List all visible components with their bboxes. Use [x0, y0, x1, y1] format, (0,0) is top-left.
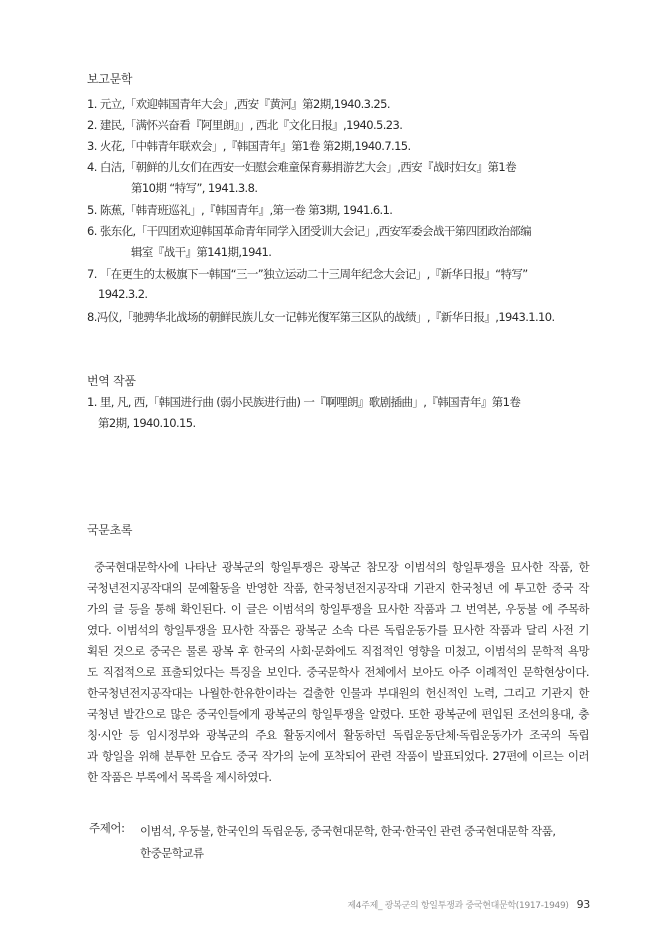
- reference-item-4: 4. 白洁,「朝鲜的儿女们在西安一妇慰会难童保育募捐游艺大会」,西安『战时妇女』第1卷: [87, 160, 516, 174]
- keywords-label: 주제어:: [89, 821, 125, 835]
- abstract-line: 칭·시안 등 임시정부와 광복군의 주요 활동지에서 활동하던 독립운동단체·독립운동가가 조국의 독립: [87, 728, 589, 742]
- abstract-line: 중국현대문학사에 나타난 광복군의 항일투쟁은 광복군 참모장 이범석의 항일투쟁을 묘사한 작품, 한: [94, 560, 589, 574]
- abstract-line: 가의 글 등을 통해 확인된다. 이 글은 이범석의 항일투쟁을 묘사한 작품과 그 번역본, 우둥불 에 주목하: [87, 602, 589, 616]
- reference-item-5: 5. 陈蕉,「韩青班巡礼」,『韩国青年』,第一卷 第3期, 1941.6.1.: [87, 203, 393, 217]
- abstract-body: [87, 557, 589, 788]
- abstract-line: 한국청년전지공작대는 나월한·한유한이라는 걸출한 인물과 부대원의 헌신적인 노력, 그리고 기관지 한: [87, 686, 589, 700]
- page-footer: [300, 898, 590, 911]
- abstract-line: 였다. 이범석의 항일투쟁을 묘사한 작품은 광복군 소속 다른 독립운동가를 묘사한 작품과 달리 사전 기: [87, 623, 589, 637]
- abstract-line: 국청년전지공작대의 문예활동을 반영한 작품, 한국청년전지공작대 기관지 한국청년 에 투고한 중국 작: [87, 581, 589, 595]
- abstract-line: 국청년 발간으로 많은 중국인들에게 광복군의 항일투쟁을 알렸다. 또한 광복군에 편입된 조선의용대, 충: [87, 707, 589, 721]
- keywords-line-2: 한중문학교류: [140, 846, 204, 860]
- abstract-line: 도 직접적으로 표출되었다는 특징을 보인다. 중국문학사 전체에서 보아도 아주 이례적인 문학현상이다.: [87, 665, 589, 679]
- reference-item-6: 6. 张东化,「干四团欢迎韩国革命青年同学入团受训大会记」,西安军委会战干第四团政治部编: [87, 224, 532, 238]
- translations-heading: 번역 작품: [87, 374, 136, 388]
- reference-item-7: 7. 「在更生的太极旗下一韩国“三一”独立运动二十三周年纪念大会记」,『新华日报』“特写”: [87, 267, 528, 281]
- abstract-line: 한 작품은 부록에서 목록을 제시하였다.: [87, 770, 272, 784]
- reference-item-6-cont: 辑室『战干』第141期,1941.: [131, 245, 272, 259]
- keywords-text: [140, 820, 590, 864]
- reference-item-4-cont: 第10期 “特写”, 1941.3.8.: [131, 181, 258, 195]
- page-number: 93: [576, 898, 590, 911]
- keywords-line-1: 이범석, 우둥불, 한국인의 독립운동, 중국현대문학, 한국·한국인 관련 중국현대문학 작품,: [140, 824, 556, 838]
- abstract-heading: 국문초록: [87, 523, 133, 537]
- running-title: 제4주제_ 광복군의 항일투쟁과 중국현대문학(1917-1949): [347, 901, 569, 911]
- reference-item-1: 1. 元立,「欢迎韩国青年大会」,西安『黄河』第2期,1940.3.25.: [87, 97, 390, 111]
- translation-item-1: 1. 里, 凡, 西,「韩国进行曲 (弱小民族进行曲) 一『啊哩朗』歌剧插曲」,『韩国青年』第1卷: [87, 395, 521, 409]
- abstract-line: 과 항일을 위해 분투한 모습도 중국 작가의 눈에 포착되어 관련 작품이 발표되었다. 27편에 이르는 이러: [87, 749, 589, 763]
- abstract-line: 획된 것으로 중국은 물론 광복 후 한국의 사회·문화에도 직접적인 영향을 미쳤고, 이범석의 문학적 욕망: [87, 644, 589, 658]
- reference-item-7-cont: 1942.3.2.: [98, 287, 148, 301]
- reference-item-8: 8.冯仪,「驰骋华北战场的朝鲜民族儿女一记韩光復军第三区队的战绩」,『新华日报』,1943.1.10.: [87, 310, 555, 324]
- reference-item-3: 3. 火花,「中韩青年联欢会」,『韩国青年』第1卷 第2期,1940.7.15.: [87, 139, 411, 153]
- reference-item-2: 2. 建民,「满怀兴奋看『阿里朗』」, 西北『文化日报』,1940.5.23.: [87, 118, 403, 132]
- translation-item-1-cont: 第2期, 1940.10.15.: [98, 416, 196, 430]
- references-heading: 보고문학: [87, 72, 133, 86]
